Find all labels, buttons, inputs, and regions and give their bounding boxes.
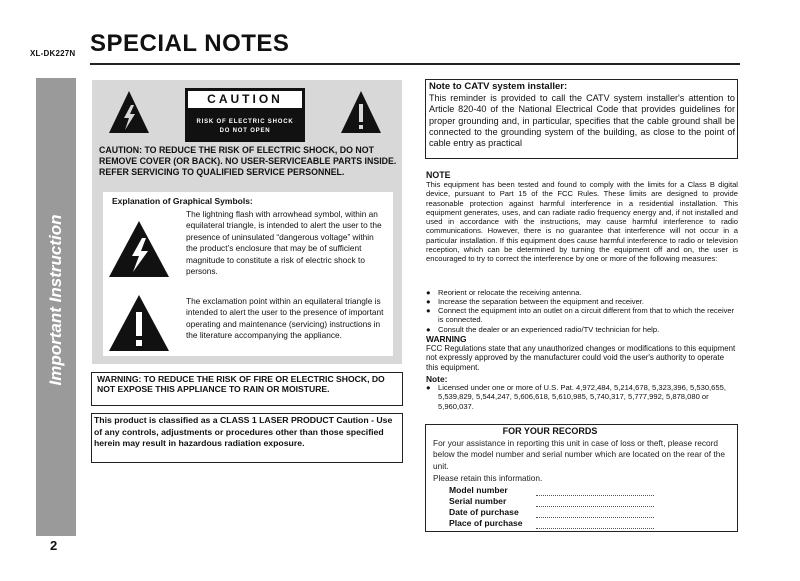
place-of-purchase-label: Place of purchase	[449, 518, 523, 528]
explanation-heading: Explanation of Graphical Symbols:	[112, 196, 253, 206]
page-title: SPECIAL NOTES	[90, 30, 290, 57]
bullet-text: Increase the separation between the equipment and receiver.	[438, 297, 645, 306]
bullet-icon: ●	[426, 297, 431, 306]
list-item	[426, 325, 738, 334]
bullet-text: Connect the equipment into an outlet on a circuit different from that to which the receiver is connected.	[438, 306, 735, 325]
catv-heading: Note to CATV system installer:	[429, 81, 568, 92]
serial-number-label: Serial number	[449, 496, 507, 506]
fcc-note-heading: NOTE	[426, 170, 451, 180]
bullet-icon: ●	[426, 288, 431, 297]
catv-text: This reminder is provided to call the CATV system installer's attention to Article 820-40 of the National Electrical Code that provides guidelines for proper grounding and, in particular, specifies that the cable ground shall be connected to the grounding system of the building, as close to the point of cable entry as practical	[429, 93, 735, 149]
records-retain: Please retain this information.	[433, 473, 543, 483]
records-title: FOR YOUR RECORDS	[502, 426, 598, 436]
fcc-warning-heading: WARNING	[426, 334, 467, 344]
bullet-icon: ●	[426, 383, 431, 392]
title-rule	[90, 63, 740, 65]
model-number-label: Model number	[449, 485, 508, 495]
patent-note-heading: Note:	[426, 374, 448, 384]
lightning-warning-icon	[108, 90, 150, 134]
lightning-symbol-text: The lightning flash with arrowhead symbol, within an equilateral triangle, is intended to alert the user to the presence of uninsulated “dangerous voltage” within the product’s enclosure that may be of sufficient magnitude to constitute a risk of electric shock to persons.	[186, 209, 382, 277]
exclamation-symbol-text: The exclamation point within an equilateral triangle is intended to alert the user to the presence of important operating and maintenance (servicing) instructions in the literature accompanying the appliance.	[186, 296, 384, 341]
model-number-line	[536, 494, 654, 496]
serial-number-line	[536, 505, 654, 507]
place-of-purchase-line	[536, 527, 654, 529]
list-item	[426, 306, 738, 325]
records-text: For your assistance in reporting this unit in case of loss or theft, please record below the model number and serial number which are located on the rear of the unit.	[433, 438, 725, 471]
bullet-icon: ●	[426, 325, 431, 334]
exclamation-warning-icon	[340, 90, 382, 134]
fire-warning-text: WARNING: TO REDUCE THE RISK OF FIRE OR ELECTRIC SHOCK, DO NOT EXPOSE THIS APPLIANCE TO RAIN OR MOISTURE.	[97, 374, 385, 395]
caution-warning-text: CAUTION: TO REDUCE THE RISK OF ELECTRIC SHOCK, DO NOT REMOVE COVER (OR BACK). NO USER-SERVICEABLE PARTS INSIDE. REFER SERVICING TO QUALIFIED SERVICE PERSONNEL.	[99, 145, 397, 177]
lightning-warning-icon	[108, 220, 170, 278]
patent-item	[426, 383, 738, 411]
bullet-icon: ●	[426, 306, 431, 315]
list-item	[426, 288, 738, 297]
patent-text: Licensed under one or more of U.S. Pat. 4,972,484, 5,214,678, 5,323,396, 5,530,655, 5,539,829, 5,544,247, 5,606,618, 5,610,985, 5,740,317, 5,777,992, 5,878,080 or 5,960,037.	[438, 383, 726, 411]
caution-subtext-1: RISK OF ELECTRIC SHOCK	[196, 119, 294, 125]
fcc-note-text: This equipment has been tested and found to comply with the limits for a Class B digital device, pursuant to Part 15 of the FCC Rules. These limits are designed to provide reasonable protection against harmful interference in a residential installation. This equipment generates, uses, and can radiate radio frequency energy and, if not installed and used in accordance with the instructions, may cause harmful interference to radio communications. However, there is no guarantee that interference will not occur in a particular installation. If this equipment does cause harmful interference to radio or television reception, which can be determined by turning the equipment off and on, the user is encouraged to try to correct the interference by one or more of the following measures:	[426, 180, 738, 264]
model-number: XL-DK227N	[30, 49, 76, 58]
list-item	[426, 297, 738, 306]
bullet-text: Reorient or relocate the receiving antenna.	[438, 288, 582, 297]
laser-notice-text: This product is classified as a CLASS 1 LASER PRODUCT Caution - Use of any controls, adjustments or procedures other than those specified herein may result in hazardous radiation exposure.	[94, 415, 393, 449]
fcc-warning-text: FCC Regulations state that any unauthorized changes or modifications to this equipment not expressly approved by the manufacturer could void the user's authority to operate this equipment.	[426, 344, 736, 372]
side-label: Important Instruction	[46, 214, 65, 386]
date-of-purchase-line	[536, 516, 654, 518]
date-of-purchase-label: Date of purchase	[449, 507, 519, 517]
caution-word: CAUTION	[188, 91, 302, 108]
caution-subtext-2: DO NOT OPEN	[219, 128, 271, 134]
exclamation-warning-icon	[108, 294, 170, 352]
bullet-text: Consult the dealer or an experienced radio/TV technician for help.	[438, 325, 660, 334]
page-number: 2	[50, 538, 58, 553]
